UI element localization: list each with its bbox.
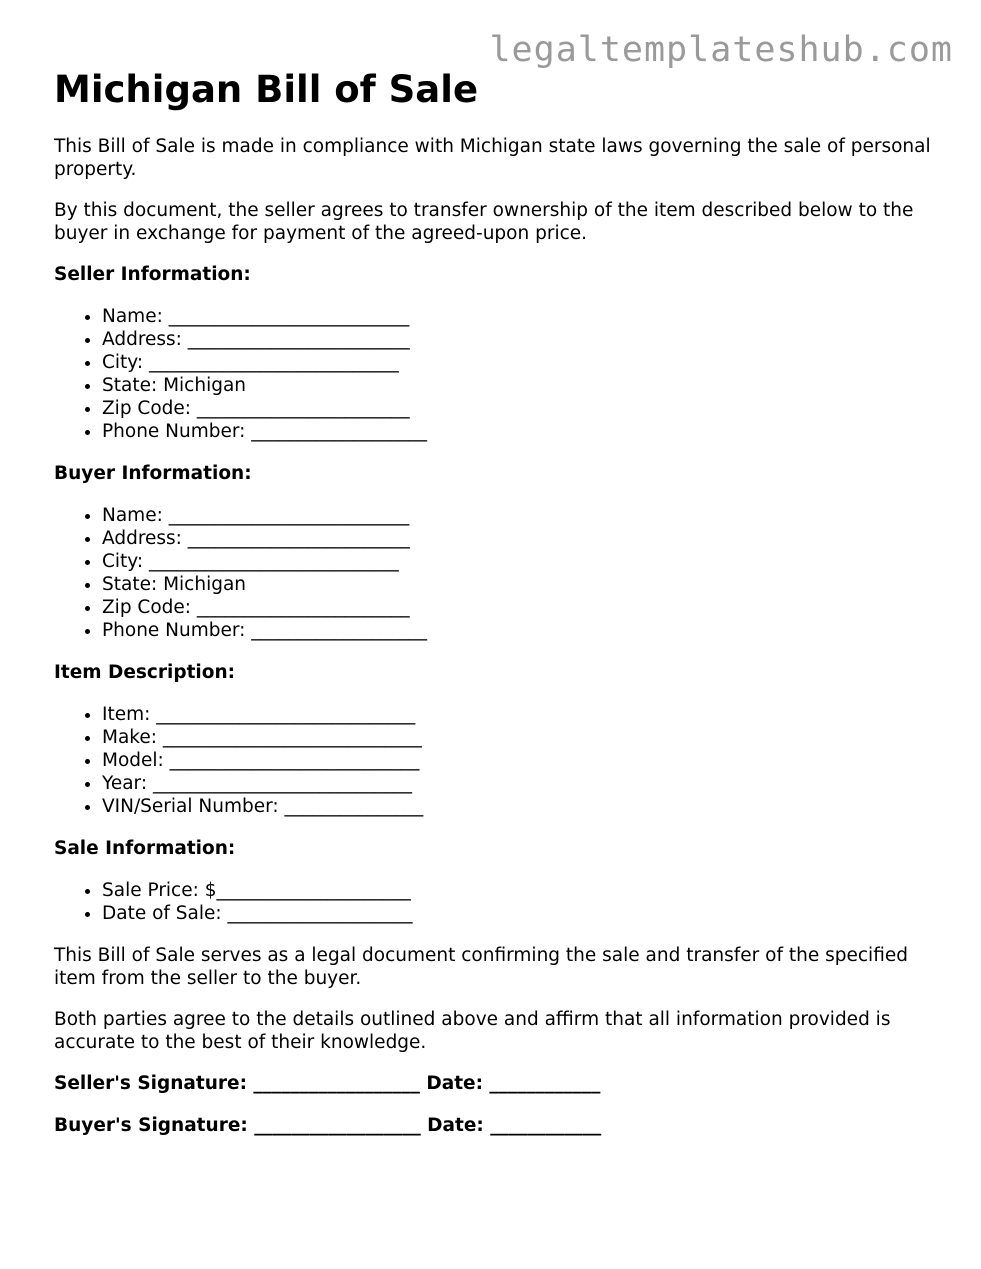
model-field: • Model: ___________________________: [102, 749, 934, 772]
buyer-phone-field: • Phone Number: ___________________: [102, 619, 934, 642]
buyer-city-field: • City: ___________________________: [102, 550, 934, 573]
sale-price-field: • Sale Price: $_____________________: [102, 879, 934, 902]
sale-info-list: [54, 879, 934, 925]
date-of-sale-field: • Date of Sale: ____________________: [102, 902, 934, 925]
sale-info-heading: Sale Information:: [54, 838, 236, 860]
seller-phone-field: • Phone Number: ___________________: [102, 420, 934, 443]
item-field: • Item: ____________________________: [102, 703, 934, 726]
buyer-state-field: • State: Michigan: [102, 573, 934, 596]
seller-zip-field: • Zip Code: _______________________: [102, 397, 934, 420]
buyer-signature-line: Buyer's Signature: __________________ Date: ____________: [54, 1115, 602, 1137]
buyer-address-field: • Address: ________________________: [102, 527, 934, 550]
vin-serial-field: • VIN/Serial Number: _______________: [102, 795, 934, 818]
buyer-name-field: • Name: __________________________: [102, 504, 934, 527]
seller-address-field: • Address: ________________________: [102, 328, 934, 351]
seller-state-field: • State: Michigan: [102, 374, 934, 397]
seller-info-heading: Seller Information:: [54, 264, 251, 286]
watermark: legaltemplateshub.com: [489, 30, 953, 70]
closing-paragraph-2: Both parties agree to the details outlined above and affirm that all information provided is accurate to the best of their knowledge.: [54, 1009, 891, 1054]
closing-paragraph-1: This Bill of Sale serves as a legal document confirming the sale and transfer of the specified item from the seller to the buyer.: [54, 945, 908, 990]
item-description-list: [54, 703, 934, 818]
seller-name-field: • Name: __________________________: [102, 305, 934, 328]
intro-paragraph-1: This Bill of Sale is made in compliance with Michigan state laws governing the sale of personal property.: [54, 136, 931, 181]
buyer-zip-field: • Zip Code: _______________________: [102, 596, 934, 619]
buyer-info-list: [54, 504, 934, 642]
year-field: • Year: ____________________________: [102, 772, 934, 795]
seller-info-list: [54, 305, 934, 443]
seller-city-field: • City: ___________________________: [102, 351, 934, 374]
intro-paragraph-2: By this document, the seller agrees to transfer ownership of the item described below to the buyer in exchange for payment of the agreed-upon price.: [54, 200, 914, 245]
seller-signature-line: Seller's Signature: __________________ Date: ____________: [54, 1073, 601, 1095]
buyer-info-heading: Buyer Information:: [54, 463, 252, 485]
make-field: • Make: ____________________________: [102, 726, 934, 749]
document-title: Michigan Bill of Sale: [54, 68, 479, 111]
document-page: [54, 68, 934, 1156]
item-description-heading: Item Description:: [54, 662, 236, 684]
